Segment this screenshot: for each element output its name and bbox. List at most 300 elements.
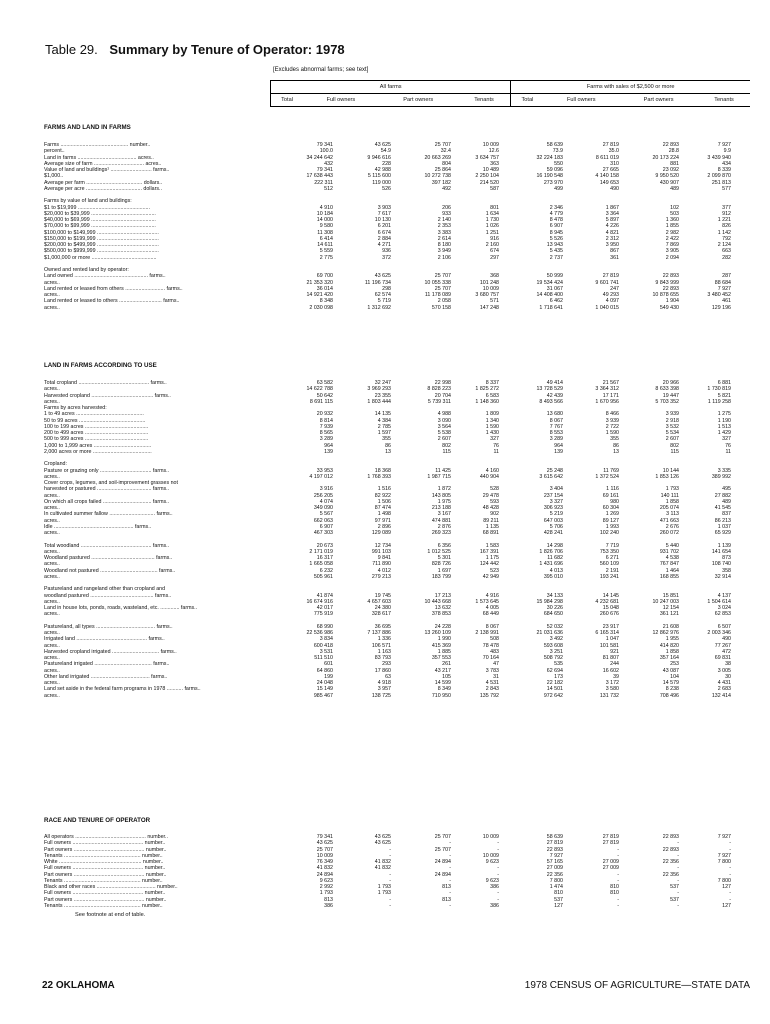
cell-value: 22 893 xyxy=(546,846,563,853)
cell-value: 17 638 443 xyxy=(306,173,333,180)
cell-value: 57 165 xyxy=(546,859,563,865)
cell-value: 68 990 xyxy=(316,623,333,630)
cell-value: 100.0 xyxy=(319,148,333,155)
cell-value: 8 945 xyxy=(549,229,563,236)
cell-value: 9 601 741 xyxy=(595,279,619,286)
cell-value: 237 154 xyxy=(543,492,563,499)
row-label: Harvested cropland .......................................... farms.. xyxy=(44,392,171,399)
cell-value: 4 538 xyxy=(665,555,679,561)
cell-value: 1 340 xyxy=(485,417,499,424)
cell-value: - xyxy=(677,865,679,872)
cell-value: 1 825 272 xyxy=(475,386,499,393)
cell-value: 8 337 xyxy=(485,380,499,386)
row-label: acres.. xyxy=(44,680,60,686)
cell-value: - xyxy=(677,902,679,909)
cell-value: 461 xyxy=(722,298,731,305)
cell-value: 41 832 xyxy=(374,859,391,865)
row-label: Woodland not pastured ....................................... farms.. xyxy=(44,567,176,574)
cell-value: 358 xyxy=(722,567,731,574)
cell-value: 102 xyxy=(670,204,679,211)
cell-value: 7 800 xyxy=(717,859,731,865)
cell-value: 83 793 xyxy=(374,655,391,661)
cell-value: 2 876 xyxy=(437,523,451,530)
cell-value: 9 950 520 xyxy=(655,173,679,180)
row-label: Woodland pastured ........................................... farms.. xyxy=(44,555,173,561)
cell-value: 3 090 xyxy=(437,417,451,424)
cell-value: - xyxy=(677,890,679,897)
cell-value: 27 819 xyxy=(602,834,619,840)
cell-value: 7 719 xyxy=(605,542,619,549)
cell-value: 1 853 126 xyxy=(655,473,679,480)
cell-value: 647 003 xyxy=(543,517,563,524)
cell-value: 8 180 xyxy=(437,242,451,248)
cell-value: 4 916 xyxy=(485,592,499,599)
cell-value: 560 109 xyxy=(599,561,619,568)
row-label: All operators ................................................ number.. xyxy=(44,834,168,840)
cell-value: 12 862 976 xyxy=(652,630,679,636)
cell-value: 837 xyxy=(722,511,731,518)
cell-value: 327 xyxy=(490,436,499,443)
cell-value: 6 165 314 xyxy=(595,630,619,636)
cell-value: 753 350 xyxy=(599,548,619,555)
row-label: Land rented or leased to others ............................. farms.. xyxy=(44,298,180,305)
cell-value: 30 xyxy=(725,673,731,680)
cell-value: 115 xyxy=(670,448,679,455)
cell-value: 32 247 xyxy=(374,380,391,386)
cell-value: 102 240 xyxy=(599,530,619,536)
cell-value: 377 xyxy=(722,204,731,211)
row-label: Pastureland and rangeland other than cropland and xyxy=(44,586,166,593)
cell-value: 21 567 xyxy=(602,380,619,386)
cell-value: 41 832 xyxy=(374,865,391,872)
page-footer-left: 22 OKLAHOMA xyxy=(42,980,115,991)
cell-value: 16 602 xyxy=(602,667,619,674)
cell-value: 20 663 269 xyxy=(424,154,451,161)
cell-value: - xyxy=(729,840,731,847)
cell-value: 86 213 xyxy=(714,517,731,524)
cell-value: 6 674 xyxy=(377,229,391,236)
row-label: Part owners ................................................ number.. xyxy=(44,871,167,878)
col-header: Total xyxy=(511,94,544,107)
cell-value: 3 949 xyxy=(437,248,451,255)
cell-value: 13 260 109 xyxy=(424,630,451,636)
cell-value: 1 148 360 xyxy=(475,398,499,405)
cell-value: 297 xyxy=(490,254,499,261)
cell-value: 3 580 xyxy=(605,686,619,693)
cell-value: 5 526 xyxy=(549,235,563,242)
cell-value: 131 732 xyxy=(599,692,619,699)
cell-value: 490 xyxy=(610,185,619,192)
cell-value: 1 858 xyxy=(665,648,679,655)
cell-value: 428 241 xyxy=(543,530,563,536)
cell-value: 3 364 xyxy=(605,210,619,217)
cell-value: 15 048 xyxy=(602,605,619,611)
cell-value: 1 793 xyxy=(377,890,391,897)
cell-value: 22 356 xyxy=(662,871,679,878)
col-header: Full owners xyxy=(543,94,619,107)
cell-value: 1 697 xyxy=(437,567,451,574)
cell-value: 3 564 xyxy=(437,423,451,430)
cell-value: 143 805 xyxy=(431,492,451,499)
cell-value: 1 116 xyxy=(606,486,619,493)
cell-value: 663 xyxy=(722,248,731,255)
cell-value: 4 197 012 xyxy=(309,473,333,480)
cell-value: 810 xyxy=(554,890,563,897)
cell-value: 2 312 xyxy=(605,235,619,242)
cell-value: 471 663 xyxy=(659,517,679,524)
row-label: Value of land and buildings¹ ............................ farms.. xyxy=(44,167,170,173)
cell-value: 4 074 xyxy=(319,498,333,505)
row-label: $150,000 to $199,999 .......................................... xyxy=(44,235,159,242)
cell-value: 39 xyxy=(613,673,619,680)
cell-value: 86 xyxy=(613,442,619,449)
cell-value: 802 xyxy=(442,442,451,449)
cell-value: 2 138 991 xyxy=(475,630,499,636)
cell-value: 9 623 xyxy=(319,877,333,884)
cell-value: 499 xyxy=(554,185,563,192)
cell-value: 537 xyxy=(554,896,563,903)
cell-value: 2 250 104 xyxy=(475,173,499,180)
row-label: Black and other races ........................................ number.. xyxy=(44,884,178,890)
cell-value: 127 xyxy=(722,884,731,890)
cell-value: 22 893 xyxy=(662,846,679,853)
cell-value: 30 226 xyxy=(546,605,563,611)
cell-value: 89 211 xyxy=(483,517,499,524)
row-label: acres.. xyxy=(44,279,60,286)
cell-value: 503 xyxy=(670,210,679,217)
cell-value: 1 993 xyxy=(605,523,619,530)
cell-value: 10 184 xyxy=(316,210,333,217)
cell-value: 31 067 xyxy=(546,285,563,292)
cell-value: - xyxy=(617,846,619,853)
cell-value: 1 803 444 xyxy=(367,398,391,405)
cell-value: 82 922 xyxy=(374,492,391,499)
cell-value: 1 336 xyxy=(377,636,391,643)
cell-value: 2 058 xyxy=(437,298,451,305)
cell-value: 1 590 xyxy=(605,430,619,436)
cell-value: 386 xyxy=(324,902,333,909)
cell-value: 81 807 xyxy=(602,655,619,661)
cell-value: 1 955 xyxy=(665,636,679,643)
cell-value: 129 196 xyxy=(711,304,731,311)
row-label: acres.. xyxy=(44,642,60,649)
cell-value: 23 355 xyxy=(374,392,391,399)
cell-value: 76 xyxy=(725,442,731,449)
cell-value: 14 611 xyxy=(317,242,333,248)
cell-value: 1 987 715 xyxy=(427,473,451,480)
cell-value: 8 466 xyxy=(605,411,619,418)
cell-value: 1 026 xyxy=(485,223,499,230)
cell-value: 310 xyxy=(610,160,619,167)
cell-value: 27 882 xyxy=(714,492,731,499)
cell-value: 2 160 xyxy=(485,242,499,248)
cell-value: 20 966 xyxy=(662,380,679,386)
cell-value: 361 xyxy=(610,254,619,261)
cell-value: 587 xyxy=(490,185,499,192)
cell-value: 1 634 xyxy=(485,210,499,217)
cell-value: 8 611 019 xyxy=(595,154,619,161)
cell-value: 1 665 058 xyxy=(309,561,333,568)
cell-value: 62 574 xyxy=(374,292,391,298)
cell-value: 3 005 xyxy=(717,667,731,674)
cell-value: 1 040 015 xyxy=(595,304,619,311)
cell-value: 25 707 xyxy=(434,834,451,840)
cell-value: 570 158 xyxy=(431,304,451,311)
cell-value: 810 xyxy=(610,884,619,890)
cell-value: 6 271 xyxy=(605,555,619,561)
row-label: acres.. xyxy=(44,530,60,536)
cell-value: 36 014 xyxy=(316,285,333,292)
cell-value: 25 248 xyxy=(546,467,563,474)
cell-value: 2 191 xyxy=(605,567,619,574)
cell-value: 4 531 xyxy=(485,680,499,686)
cell-value: 173 xyxy=(554,673,563,680)
col-header: Tenants xyxy=(458,94,511,107)
cell-value: 600 418 xyxy=(313,642,333,649)
cell-value: 684 650 xyxy=(543,611,563,618)
cell-value: 2 843 xyxy=(485,686,499,693)
cell-value: 9 623 xyxy=(485,859,499,865)
cell-value: 2 982 xyxy=(665,229,679,236)
cell-value: 89 127 xyxy=(602,517,619,524)
cell-value: 867 xyxy=(610,248,619,255)
cell-value: 810 xyxy=(610,890,619,897)
section-title: RACE AND TENURE OF OPERATOR xyxy=(44,817,151,824)
cell-value: 1 768 393 xyxy=(367,473,391,480)
cell-value: - xyxy=(449,865,451,872)
cell-value: 73.9 xyxy=(552,148,563,155)
cell-value: 22 182 xyxy=(546,680,563,686)
row-label: Pastureland, all types ........................................ farms.. xyxy=(44,623,173,630)
cell-value: 1 275 xyxy=(717,411,731,418)
row-label: In cultivated summer fallow ............................... farms.. xyxy=(44,511,173,518)
cell-value: 489 xyxy=(722,498,731,505)
column-header xyxy=(270,80,750,107)
cell-value: 7 927 xyxy=(717,834,731,840)
cell-value: 104 xyxy=(670,673,679,680)
cell-value: 14 145 xyxy=(602,592,619,599)
cell-value: 69 161 xyxy=(602,492,619,499)
cell-value: 5 534 xyxy=(665,430,679,436)
col-header: Tenants xyxy=(698,94,750,107)
table-row xyxy=(44,305,750,311)
cell-value: 19 534 424 xyxy=(536,279,563,286)
cell-value: 42 439 xyxy=(546,392,563,399)
cell-value: 964 xyxy=(554,442,563,449)
cell-value: 3 439 940 xyxy=(707,154,731,161)
cell-value: 802 xyxy=(670,442,679,449)
row-label: Cover crops, legumes, and soil-improvement grasses not xyxy=(44,480,178,486)
cell-value: 11 682 xyxy=(547,555,563,561)
cell-value: 32.4 xyxy=(440,148,451,155)
row-label: acres.. xyxy=(44,505,60,511)
cell-value: 1 516 xyxy=(377,486,391,493)
cell-value: 1 809 xyxy=(485,411,499,418)
cell-value: 4 160 xyxy=(485,467,499,474)
cell-value: 10 272 738 xyxy=(424,173,451,180)
cell-value: 1 793 xyxy=(377,884,391,890)
cell-value: 14 599 xyxy=(434,680,451,686)
cell-value: - xyxy=(677,852,679,859)
cell-value: 141 654 xyxy=(711,548,731,555)
cell-value: 2 140 xyxy=(437,217,451,223)
cell-value: 47 xyxy=(493,661,499,668)
cell-value: 3 480 452 xyxy=(707,292,731,298)
cell-value: 8 553 xyxy=(549,430,563,436)
cell-value: 4 918 xyxy=(377,680,391,686)
cell-value: 577 xyxy=(722,185,731,192)
section-rows xyxy=(44,834,750,909)
cell-value: 27 819 xyxy=(602,840,619,847)
cell-value: 505 961 xyxy=(313,573,333,580)
cell-value: 3 327 xyxy=(549,498,563,505)
row-label: Harvested cropland irrigated ................................ farms.. xyxy=(44,648,177,655)
cell-value: 3 335 xyxy=(717,467,731,474)
cell-value: 767 847 xyxy=(659,561,679,568)
row-label: Pastureland irrigated ....................................... farms.. xyxy=(44,661,170,668)
cell-value: 430 907 xyxy=(659,179,679,186)
cell-value: 17 171 xyxy=(602,392,619,399)
cell-value: 79 341 xyxy=(316,167,333,173)
cell-value: 916 xyxy=(490,235,499,242)
cell-value: 6 507 xyxy=(717,623,731,630)
cell-value: 38 xyxy=(725,661,731,668)
cell-value: 523 xyxy=(490,567,499,574)
cell-value: 11 178 089 xyxy=(424,292,451,298)
cell-value: 826 xyxy=(722,223,731,230)
section-rows xyxy=(44,142,750,311)
cell-value: 1 037 xyxy=(717,523,731,530)
cell-value: 22 893 xyxy=(662,834,679,840)
cell-value: - xyxy=(677,840,679,847)
cell-value: - xyxy=(497,890,499,897)
table-row xyxy=(44,693,750,699)
cell-value: 804 xyxy=(442,160,451,167)
cell-value: 28.8 xyxy=(668,148,679,155)
row-label: Full owners ................................................ number.. xyxy=(44,865,166,872)
row-label: 100 to 199 acres ........................................... xyxy=(44,423,149,430)
cell-value: 105 xyxy=(442,673,451,680)
cell-value: 62 694 xyxy=(546,667,563,674)
cell-value: 813 xyxy=(442,884,451,890)
cell-value: 14 298 xyxy=(546,542,563,549)
cell-value: 25 707 xyxy=(434,846,451,853)
cell-value: 14 000 xyxy=(316,217,333,223)
cell-value: 1 139 xyxy=(717,542,731,549)
row-label: acres.. xyxy=(44,517,60,524)
cell-value: - xyxy=(497,871,499,878)
cell-value: 16 190 548 xyxy=(536,173,563,180)
cell-value: 4 013 xyxy=(549,567,563,574)
cell-value: 1 175 xyxy=(485,555,499,561)
row-label: Farms .............................................. number.. xyxy=(44,142,151,148)
cell-value: 22 998 xyxy=(434,380,451,386)
cell-value: 813 xyxy=(442,896,451,903)
row-label: Average size of farm .................................. acres.. xyxy=(44,160,162,167)
cell-value: 483 xyxy=(490,648,499,655)
cell-value: - xyxy=(389,846,391,853)
cell-value: 3 289 xyxy=(319,436,333,443)
cell-value: 4 384 xyxy=(377,417,391,424)
cell-value: 2 676 xyxy=(665,523,679,530)
cell-value: 936 xyxy=(382,248,391,255)
cell-value: 5 703 352 xyxy=(655,398,679,405)
cell-value: 3 615 642 xyxy=(539,473,563,480)
cell-value: 7 800 xyxy=(549,877,563,884)
cell-value: 7 939 xyxy=(319,423,333,430)
cell-value: 253 xyxy=(670,661,679,668)
cell-value: 4 821 xyxy=(605,229,619,236)
cell-value: 4 657 603 xyxy=(367,598,391,605)
cell-value: 205 074 xyxy=(659,505,679,511)
cell-value: 16 674 916 xyxy=(306,598,333,605)
cell-value: 674 xyxy=(490,248,499,255)
cell-value: 4 226 xyxy=(605,223,619,230)
col-header: Part owners xyxy=(379,94,458,107)
cell-value: 228 xyxy=(382,160,391,167)
row-label: acres.. xyxy=(44,561,60,568)
cell-value: 11 xyxy=(725,448,731,455)
cell-value: 24 228 xyxy=(434,623,451,630)
cell-value: 52 032 xyxy=(546,623,563,630)
cell-value: 306 923 xyxy=(543,505,563,511)
cell-value: 7 137 886 xyxy=(367,630,391,636)
cell-value: 9 946 616 xyxy=(367,154,391,161)
cell-value: 1 872 xyxy=(437,486,451,493)
cell-value: 279 213 xyxy=(371,573,391,580)
cell-value: 6 907 xyxy=(319,523,333,530)
cell-value: 20 673 xyxy=(316,542,333,549)
cell-value: 87 474 xyxy=(374,505,391,511)
cell-value: 24 048 xyxy=(316,680,333,686)
cell-value: 389 992 xyxy=(711,473,731,480)
row-label: $1,000.. xyxy=(44,173,64,180)
cell-value: 6 462 xyxy=(549,298,563,305)
cell-value: 20 704 xyxy=(434,392,451,399)
cell-value: 415 369 xyxy=(431,642,451,649)
cell-value: 1 251 xyxy=(485,229,499,236)
cell-value: - xyxy=(617,852,619,859)
cell-value: 3 783 xyxy=(485,667,499,674)
cell-value: 22 356 xyxy=(662,859,679,865)
cell-value: 7 927 xyxy=(717,852,731,859)
cell-value: 711 890 xyxy=(372,561,391,568)
cell-value: 10 144 xyxy=(662,467,679,474)
cell-value: 127 xyxy=(722,902,731,909)
page-footer-right: 1978 CENSUS OF AGRICULTURE—STATE DATA xyxy=(524,980,750,991)
cell-value: 3 939 xyxy=(665,411,679,418)
cell-value: 14 501 xyxy=(546,686,563,693)
cell-value: 101 581 xyxy=(599,642,619,649)
cell-value: 35.0 xyxy=(608,148,619,155)
row-label: 200 to 499 acres ........................................... xyxy=(44,430,149,436)
cell-value: 36 695 xyxy=(374,623,391,630)
row-label: $70,000 to $99,999 ............................................ xyxy=(44,223,156,230)
cell-value: 206 xyxy=(442,204,451,211)
cell-value: 8 691 115 xyxy=(309,398,333,405)
cell-value: 397 182 xyxy=(431,179,451,186)
cell-value: 3 167 xyxy=(437,511,451,518)
cell-value: 2 683 xyxy=(717,686,731,693)
cell-value: 571 xyxy=(490,298,499,305)
cell-value: - xyxy=(449,840,451,847)
cell-value: 139 xyxy=(554,448,563,455)
cell-value: 63 xyxy=(385,673,391,680)
cell-value: 140 111 xyxy=(660,492,679,499)
cell-value: 710 950 xyxy=(431,692,451,699)
cell-value: - xyxy=(677,877,679,884)
cell-value: 50 999 xyxy=(546,273,563,280)
